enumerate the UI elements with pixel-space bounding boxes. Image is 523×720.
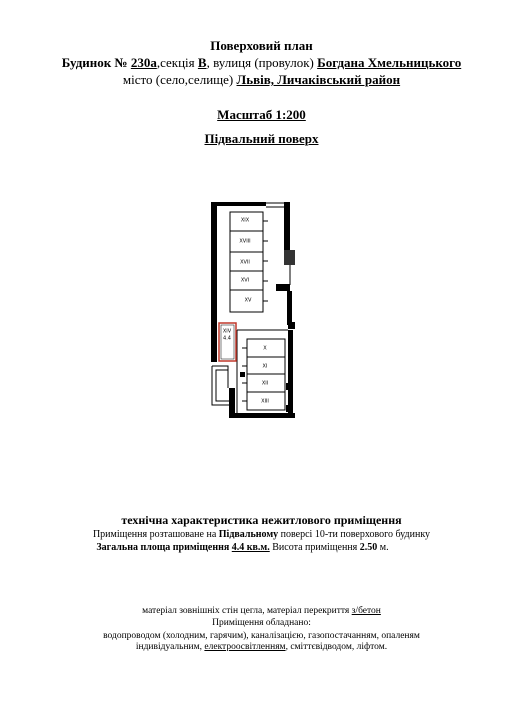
city-name: Львів, Личаківський район — [236, 72, 401, 87]
equipped-heading: Приміщення обладнано: — [212, 618, 311, 628]
room-label: XIII — [261, 398, 269, 405]
room-label: XVIII — [239, 238, 251, 245]
street-prefix: , вулиця (провулок) — [206, 55, 318, 70]
room-label: XV — [244, 297, 252, 304]
area-label: Загальна площа приміщення — [96, 542, 232, 553]
top-wall — [211, 202, 266, 206]
subject-room-label: XIV — [222, 328, 232, 335]
subject-room-area: 4.4 — [223, 335, 231, 342]
utilities-line-2 — [0, 643, 523, 653]
city-line — [0, 73, 523, 86]
utilities-prefix: індивідуальним, — [135, 642, 205, 652]
scale-line — [0, 108, 523, 121]
section-prefix: ,секція — [156, 55, 198, 70]
street-name: Богдана Хмельницького — [317, 55, 462, 70]
floor-label: Підвальний поверх — [204, 131, 319, 146]
area-value: 4.4 кв.м. — [231, 542, 270, 553]
column — [288, 322, 295, 329]
entrance-outline — [212, 366, 228, 388]
height-unit: м. — [377, 542, 389, 553]
materials-line — [0, 607, 523, 617]
column — [286, 383, 293, 390]
area-line — [0, 543, 504, 553]
left-wall — [211, 202, 217, 362]
entrance-wall — [229, 388, 235, 418]
room-label: XI — [262, 363, 268, 370]
scale-label: Масштаб 1:200 — [217, 107, 306, 122]
right-wall-middle — [287, 291, 292, 325]
room-label: XVI — [240, 277, 250, 284]
document-title: Поверховий план — [210, 38, 313, 53]
floor-plan — [195, 195, 310, 425]
room-label: XIX — [240, 217, 250, 224]
utilities-electric: електроосвітленням — [204, 642, 286, 652]
right-wall-lower — [288, 330, 293, 418]
room-label: X — [263, 345, 267, 352]
building-prefix: Будинок № — [61, 55, 131, 70]
section-value: В — [197, 55, 207, 70]
utilities-suffix: , сміттєвідводом, ліфтом. — [285, 642, 388, 652]
room-label: XII — [261, 380, 269, 387]
building-number: 230а — [130, 55, 157, 70]
location-line — [0, 530, 523, 540]
small-column — [240, 372, 245, 377]
location-floor: Підвальному — [218, 529, 279, 540]
height-label: Висота приміщення — [269, 542, 360, 553]
right-wall-block — [284, 250, 295, 265]
bottom-wall — [230, 413, 295, 418]
location-suffix: поверсі 10-ти поверхового будинку — [278, 529, 431, 540]
room-label: XVII — [240, 259, 250, 266]
ceiling-material: з/бетон — [351, 606, 381, 616]
entrance-outline — [212, 366, 229, 405]
entrance-outline — [216, 370, 229, 401]
materials-prefix: матеріал зовнішніх стін цегла, матеріал перекриття — [142, 606, 352, 616]
inner-walls — [212, 203, 290, 413]
height-value: 2.50 — [359, 542, 378, 553]
location-prefix: Приміщення розташоване на — [92, 529, 219, 540]
address-line — [0, 56, 523, 69]
right-wall-ledge — [276, 284, 290, 291]
right-wall-upper — [284, 202, 290, 250]
column — [286, 405, 293, 412]
utilities-line-1: водопроводом (холодним, гарячим), каналізацією, газопостачанням, опаленям — [103, 631, 420, 641]
characteristics-heading: технічна характеристика нежитлового приміщення — [121, 513, 402, 527]
outer-walls — [211, 202, 295, 418]
floor-line — [0, 132, 523, 145]
city-prefix: місто (село,селище) — [122, 72, 237, 87]
